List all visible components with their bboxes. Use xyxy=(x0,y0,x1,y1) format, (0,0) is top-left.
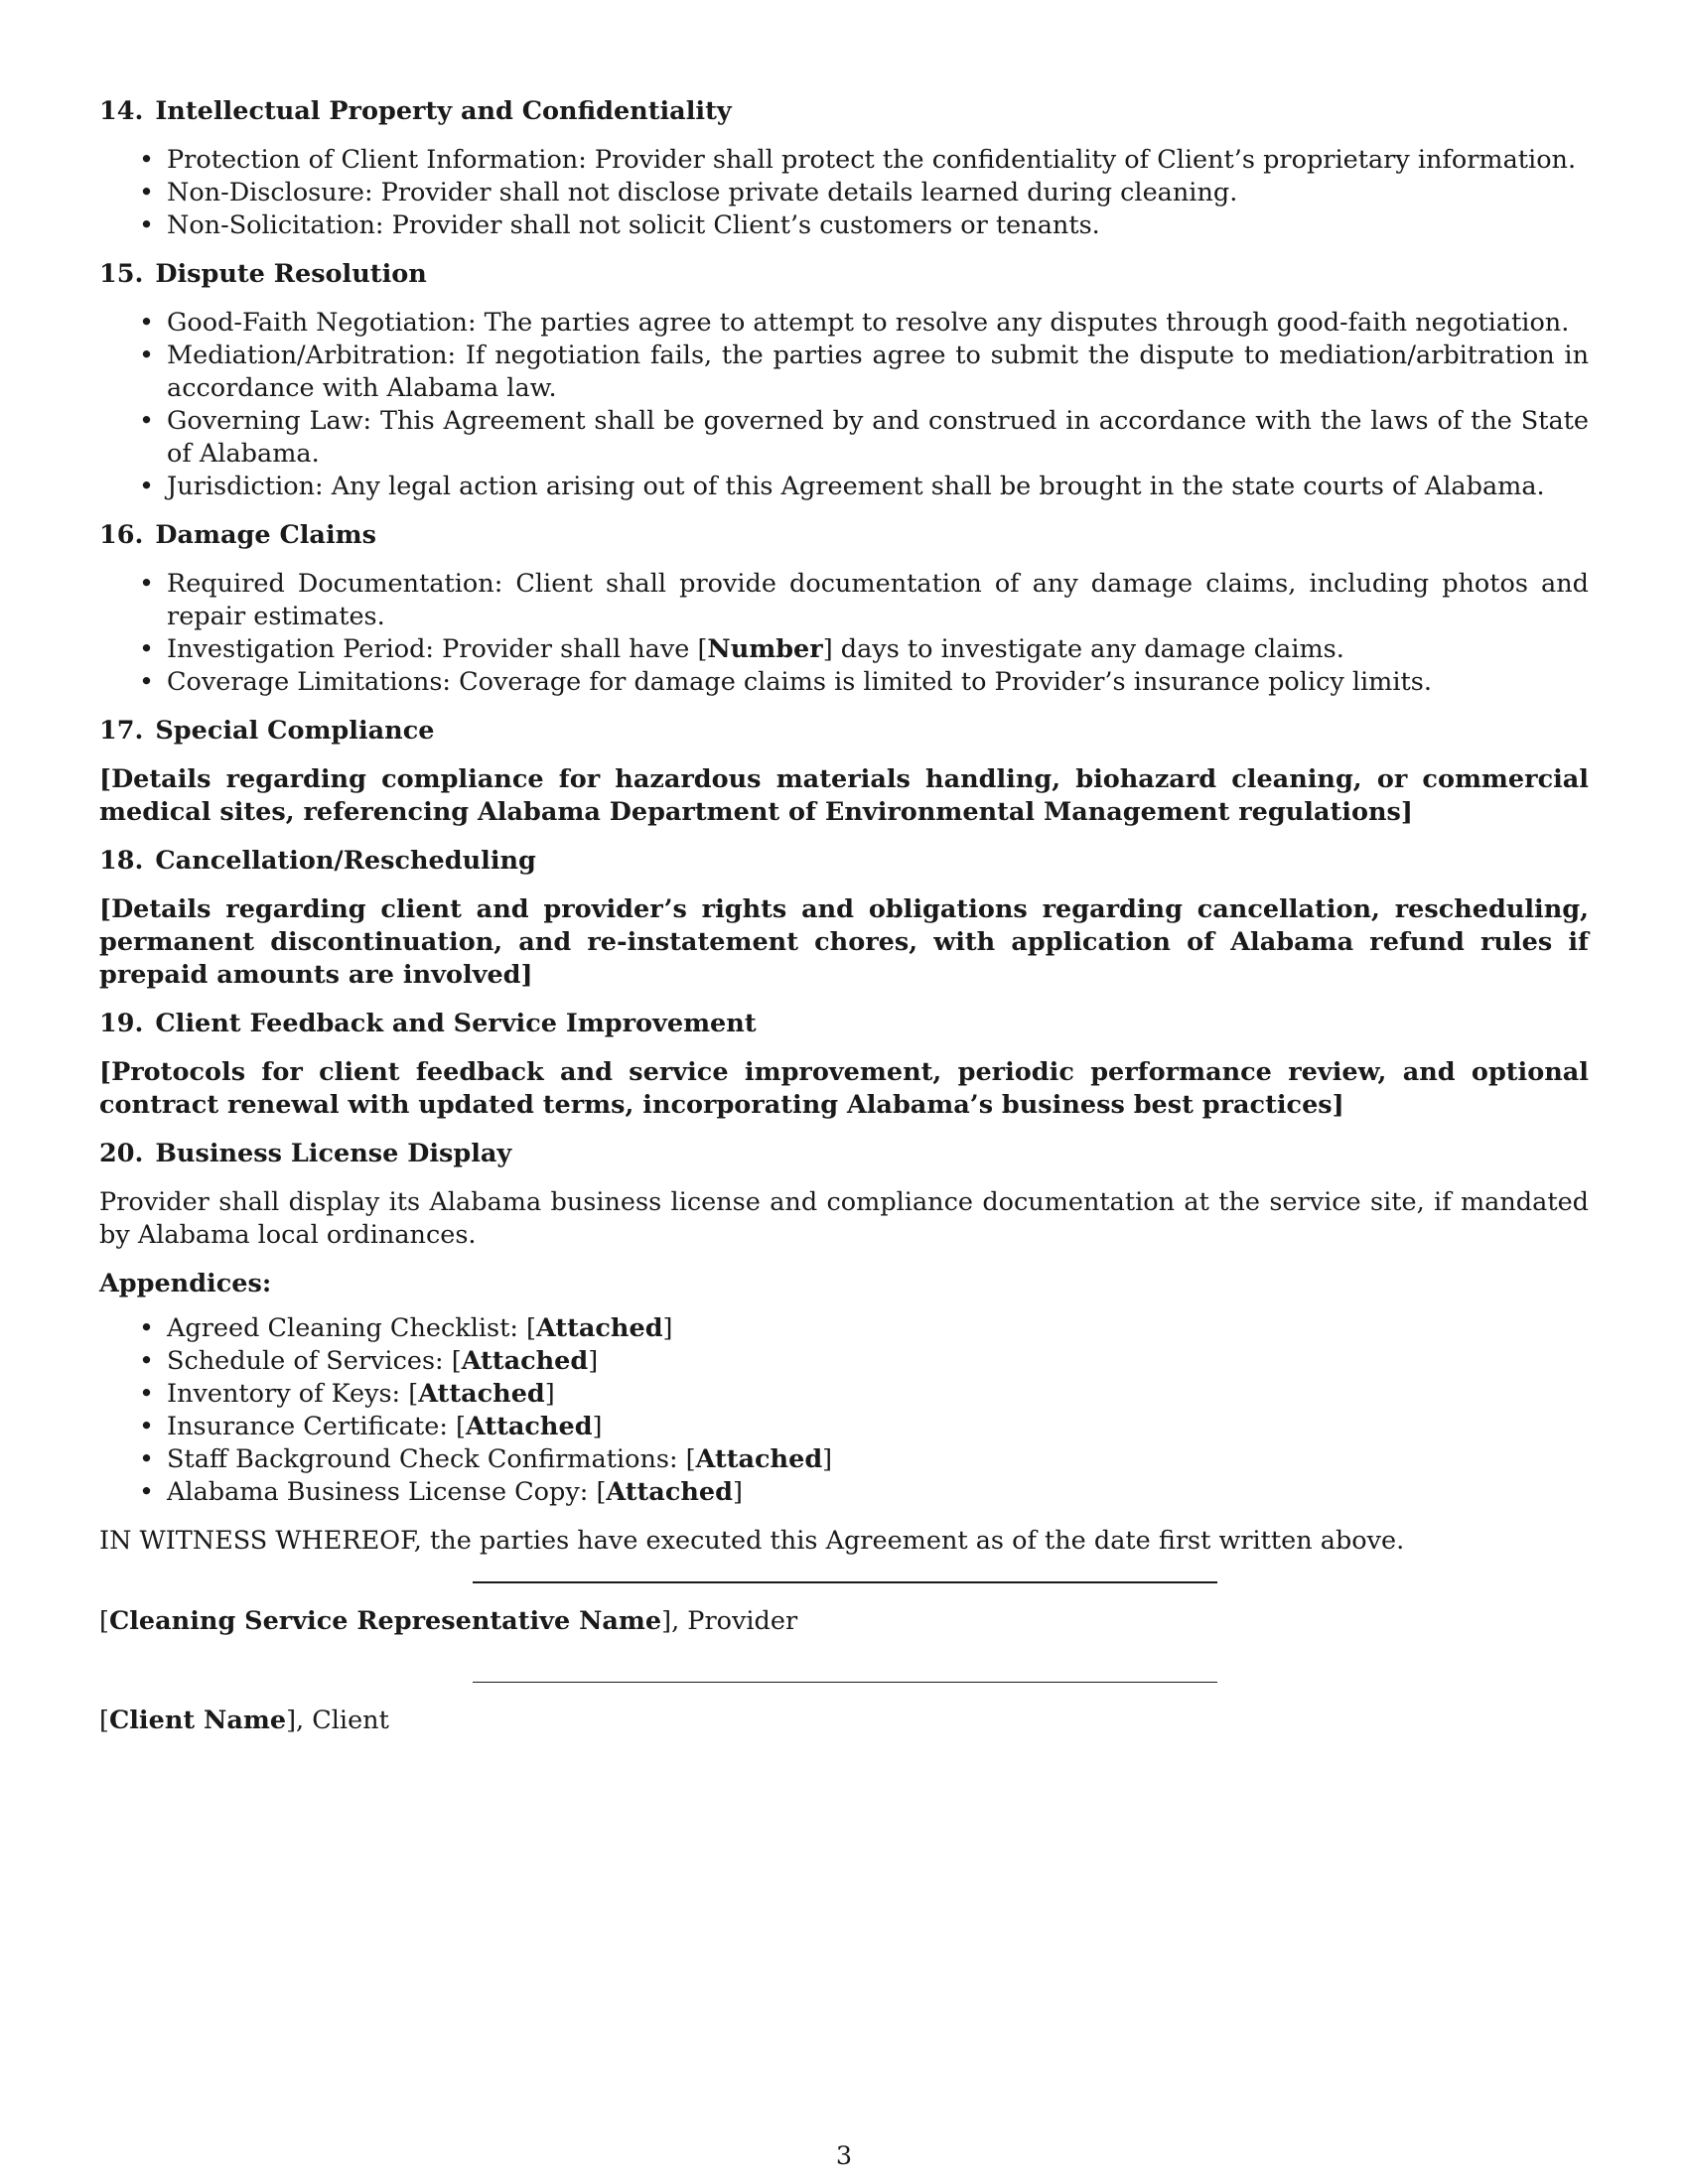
list-item: • Jurisdiction: Any legal action arising out of this Agreement shall be brought in the state courts of Alabama. xyxy=(99,471,1589,503)
appendix-item: • Insurance Certificate: [Attached] xyxy=(99,1411,1589,1443)
list-item: • Mediation/Arbitration: If negotiation fails, the parties agree to submit the dispute to mediation/arbitration in accordance with Alabama law. xyxy=(99,340,1589,405)
appendix-value: Attached xyxy=(465,1412,593,1441)
section-20-heading xyxy=(99,1138,1589,1170)
list-item: • Non-Solicitation: Provider shall not solicit Client’s customers or tenants. xyxy=(99,209,1589,242)
list-item xyxy=(99,633,1589,666)
list-item: • Required Documentation: Client shall provide documentation of any damage claims, including photos and repair estimates. xyxy=(99,568,1589,633)
section-title: Special Compliance xyxy=(155,716,435,746)
appendix-value: Attached xyxy=(695,1444,823,1474)
appendix-value: Attached xyxy=(606,1477,733,1507)
appendix-value: Attached xyxy=(461,1346,589,1376)
client-name-placeholder: Client Name xyxy=(108,1706,287,1735)
appendix-item: • Inventory of Keys: [Attached] xyxy=(99,1378,1589,1411)
section-number: 15. xyxy=(99,259,144,289)
page-number: 3 xyxy=(835,2141,853,2171)
appendix-label: Alabama Business License Copy: xyxy=(167,1477,597,1507)
section-number: 18. xyxy=(99,846,144,876)
section-number: 20. xyxy=(99,1139,144,1168)
section-number: 19. xyxy=(99,1009,144,1038)
appendix-label: Insurance Certificate: xyxy=(167,1412,457,1441)
section-20-body: Provider shall display its Alabama business license and compliance documentation at the service site, if mandated by Alabama local ordinances. xyxy=(99,1187,1589,1250)
list-item: • Governing Law: This Agreement shall be governed by and construed in accordance with the laws of the State of Alabama. xyxy=(99,405,1589,471)
list-item: • Coverage Limitations: Coverage for damage claims is limited to Provider’s insurance policy limits. xyxy=(99,666,1589,699)
appendix-value: Attached xyxy=(535,1313,663,1343)
appendix-item: • Staff Background Check Confirmations: [Attached] xyxy=(99,1443,1589,1476)
section-15-list xyxy=(99,307,1589,503)
section-14-heading xyxy=(99,95,1589,128)
appendix-item: • Agreed Cleaning Checklist: [Attached] xyxy=(99,1312,1589,1345)
client-signature-label: [Client Name], Client xyxy=(99,1706,389,1735)
section-title: Business License Display xyxy=(155,1139,512,1168)
provider-signature-line xyxy=(473,1581,1217,1583)
provider-name-placeholder: Cleaning Service Representative Name xyxy=(108,1606,662,1636)
list-item: • Good-Faith Negotiation: The parties agree to attempt to resolve any disputes through good-faith negotiation. xyxy=(99,307,1589,340)
appendix-value: Attached xyxy=(418,1379,545,1409)
section-17-body: [Details regarding compliance for hazardous materials handling, biohazard cleaning, or commercial medical sites, referencing Alabama Department of Environmental Management regulations] xyxy=(99,764,1589,827)
document-page xyxy=(99,95,1589,1781)
section-title: Dispute Resolution xyxy=(155,259,427,289)
signature-block xyxy=(99,1581,1589,1737)
appendix-item: • Schedule of Services: [Attached] xyxy=(99,1345,1589,1378)
section-14-list xyxy=(99,144,1589,242)
placeholder-number: Number xyxy=(707,634,823,664)
section-title: Intellectual Property and Confidentiality xyxy=(155,96,732,126)
section-title: Client Feedback and Service Improvement xyxy=(155,1009,757,1038)
client-role: , Client xyxy=(296,1706,389,1735)
section-19-body: [Protocols for client feedback and service improvement, periodic performance review, and optional contract renewal with updated terms, incorporating Alabama’s business best practices] xyxy=(99,1057,1589,1120)
item-text: Investigation Period: Provider shall have [ xyxy=(167,634,708,664)
section-16-list xyxy=(99,568,1589,699)
appendix-label: Schedule of Services: xyxy=(167,1346,452,1376)
appendices-heading: Appendices: xyxy=(99,1269,272,1298)
section-17-heading xyxy=(99,715,1589,748)
section-18-body: [Details regarding client and provider’s rights and obligations regarding cancellation, rescheduling, permanent discontinuation, and re-instatement chores, with application of Alabama refund rules if prepaid amounts are involved] xyxy=(99,894,1589,990)
item-text: ] days to investigate any damage claims. xyxy=(822,634,1344,664)
list-item: • Protection of Client Information: Provider shall protect the confidentiality of Client’s proprietary information. xyxy=(99,144,1589,177)
client-signature-line xyxy=(473,1682,1217,1683)
section-19-heading xyxy=(99,1008,1589,1040)
witness-statement: IN WITNESS WHEREOF, the parties have executed this Agreement as of the date first written above. xyxy=(99,1526,1405,1556)
section-number: 14. xyxy=(99,96,144,126)
list-item: • Non-Disclosure: Provider shall not disclose private details learned during cleaning. xyxy=(99,177,1589,209)
section-number: 16. xyxy=(99,520,144,550)
appendices-list xyxy=(99,1312,1589,1509)
section-18-heading xyxy=(99,845,1589,878)
appendix-label: Staff Background Check Confirmations: xyxy=(167,1444,686,1474)
section-number: 17. xyxy=(99,716,144,746)
provider-signature-label: [Cleaning Service Representative Name], Provider xyxy=(99,1606,798,1636)
section-title: Cancellation/Rescheduling xyxy=(155,846,536,876)
appendix-label: Inventory of Keys: xyxy=(167,1379,409,1409)
section-15-heading xyxy=(99,258,1589,291)
section-title: Damage Claims xyxy=(155,520,376,550)
provider-role: , Provider xyxy=(671,1606,798,1636)
section-16-heading xyxy=(99,519,1589,552)
appendix-item: • Alabama Business License Copy: [Attached] xyxy=(99,1476,1589,1509)
appendix-label: Agreed Cleaning Checklist: xyxy=(167,1313,527,1343)
